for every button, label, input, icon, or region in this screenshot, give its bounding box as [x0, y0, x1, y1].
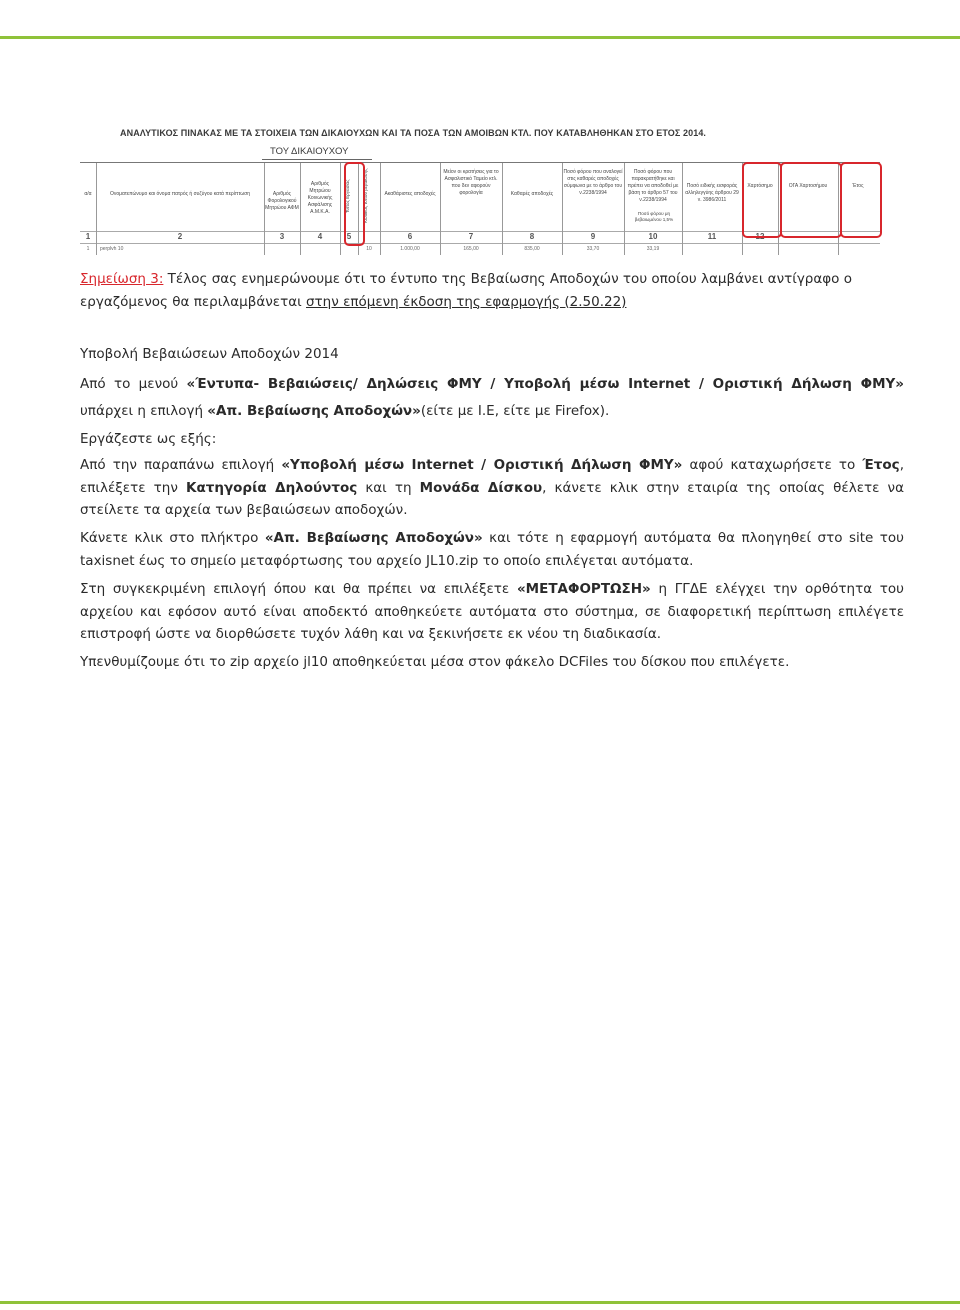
- col-amka: Αριθμός Μητρώου Κοινωνικής Ασφάλισης Α.Μ.Κ.Α. 4: [300, 163, 341, 255]
- highlight-box-oga: [780, 162, 842, 238]
- col-year: Έτος: [852, 183, 864, 189]
- col-deductions: Μείον οι κρατήσεις για το Ασφαλιστικό Ταμείο κτλ. που δεν αφορούν φορολογία 7 165,00: [440, 163, 503, 255]
- paragraph-upload: Στη συγκεκριμένη επιλογή όπου και θα πρέπει να επιλέξετε «ΜΕΤΑΦΟΡΤΩΣΗ» η ΓΓΔΕ ελέγχει την ορθότητα του αρχείου και εφόσον αυτό είναι αποδεκτό αποθηκεύετε αυτόματα στο σύστημα, σε διαφορετική περίπτωση επιλέγετε επιστροφή ώστε να διορθώσετε τυχόν λάθη και να ξεκινήσετε εκ νέου τη διαδικασία.: [80, 581, 904, 642]
- note-version: στην επόμενη έκδοση της εφαρμογής (2.50.22): [306, 293, 627, 310]
- table-title: ΑΝΑΛΥΤΙΚΟΣ ΠΙΝΑΚΑΣ ΜΕ ΤΑ ΣΤΟΙΧΕΙΑ ΤΩΝ ΔΙΚΑΙΟΥΧΩΝ ΚΑΙ ΤΑ ΠΟΣΑ ΤΩΝ ΑΜΟΙΒΩΝ ΚΤΛ. ΠΟΥ ΚΑΤΑΒΛΗΘΗΚΑΝ ΣΤΟ ΕΤΟΣ 2014.: [120, 128, 707, 138]
- note-paragraph: [80, 268, 904, 313]
- embedded-table-image: [80, 124, 880, 258]
- note-text: Τέλος σας ενημερώνουμε ότι το έντυπο της Βεβαίωσης Αποδοχών του οποίου λαμβάνει αντίγραφο ο εργαζόμενος θα περιλαμβάνεται: [80, 271, 852, 310]
- col-stamp: Χαρτόσημο 12: [742, 163, 779, 255]
- col-aa: α/α 1 1: [80, 163, 97, 255]
- note-label: Σημείωση 3:: [80, 271, 164, 287]
- highlight-box-year: [840, 162, 882, 238]
- paragraph-menu-path: Από το μενού «Έντυπα- Βεβαιώσεις/ Δηλώσεις ΦΜΥ / Υποβολή μέσω Internet / Οριστική Δήλωση ΦΜΥ» υπάρχει η επιλογή «Απ. Βεβαίωσης Αποδοχών»(είτε με I.E, είτε με Firefox).: [80, 376, 904, 419]
- col-work-type: Τύπος Εργασίας 5: [340, 163, 359, 255]
- table-subtitle: ΤΟΥ ΔΙΚΑΙΟΥΧΟΥ: [270, 146, 349, 157]
- highlight-box-stamp: [742, 162, 782, 238]
- col-afm: Αριθμός Φορολογικού Μητρώου ΑΦΜ 3: [264, 163, 301, 255]
- col-name: Ονοματεπώνυμο και όνομα πατρός ή συζύγου κατά περίπτωση 2 perplvh 10: [96, 163, 265, 255]
- col-cert-type: Κωδικός τύπου βεβαίωσης 10: [358, 163, 381, 255]
- paragraph-selection: Από την παραπάνω επιλογή «Υποβολή μέσω Internet / Οριστική Δήλωση ΦΜΥ» αφού καταχωρήσετε το Έτος, επιλέξετε την Κατηγορία Δηλούντος και τη Μονάδα Δίσκου, κάνετε κλικ στην εταιρία της οποίας θέλετε να στείλετε τα αρχεία των βεβαιώσεων αποδοχών.: [80, 457, 904, 518]
- paragraph-steps-intro: Εργάζεστε ως εξής:: [80, 431, 217, 447]
- highlight-box-work-type: [344, 162, 365, 246]
- col-tax-withheld: Ποσό φόρου που παρακρατήθηκε και πρέπει να αποδοθεί με βάση το άρθρο 57 του ν.2238/1994 10 33,19: [624, 163, 683, 255]
- paragraph-reminder: Υπενθυμίζουμε ότι το zip αρχείο jl10 αποθηκεύεται μέσα στον φάκελο DCFiles του δίσκου που επιλέγετε.: [80, 654, 790, 670]
- col-solidarity: Ποσό ειδικής εισφοράς αλληλεγγύης άρθρου 29 ν. 3986/2011 11: [682, 163, 743, 255]
- paragraph-click-button: Κάνετε κλικ στο πλήκτρο «Απ. Βεβαίωσης Αποδοχών» και τότε η εφαρμογή αυτόματα θα πλοηγηθεί στο site του taxisnet έως το σημείο μεταφόρτωσης του αρχείο JL10.zip το οποίο επιλέγεται αυτόματα.: [80, 530, 904, 569]
- col-gross: Ακαθάριστες αποδοχές 6 1.000,00: [380, 163, 441, 255]
- option-name: «Απ. Βεβαίωσης Αποδοχών»: [207, 403, 421, 419]
- col-tax-due: Ποσό φόρου που αναλογεί στις καθαρές αποδοχές σύμφωνα με το άρθρο του ν.2238/1994 9 33,70: [562, 163, 625, 255]
- col-oga-stamp: ΟΓΑ Χαρτοσήμου: [778, 163, 839, 255]
- extra-header: Ποσό φόρου μη βεβαιωμένου 1,5%: [634, 211, 674, 222]
- bottom-green-rule: [0, 1301, 960, 1304]
- section-heading: Υποβολή Βεβαιώσεων Αποδοχών 2014: [80, 346, 339, 362]
- menu-path: «Έντυπα- Βεβαιώσεις/ Δηλώσεις ΦΜΥ / Υποβολή μέσω Internet / Οριστική Δήλωση ΦΜΥ»: [186, 376, 904, 392]
- col-net: Καθαρές αποδοχές 8 835,00: [502, 163, 563, 255]
- top-green-rule: [0, 36, 960, 39]
- subtitle-underline: [262, 159, 372, 160]
